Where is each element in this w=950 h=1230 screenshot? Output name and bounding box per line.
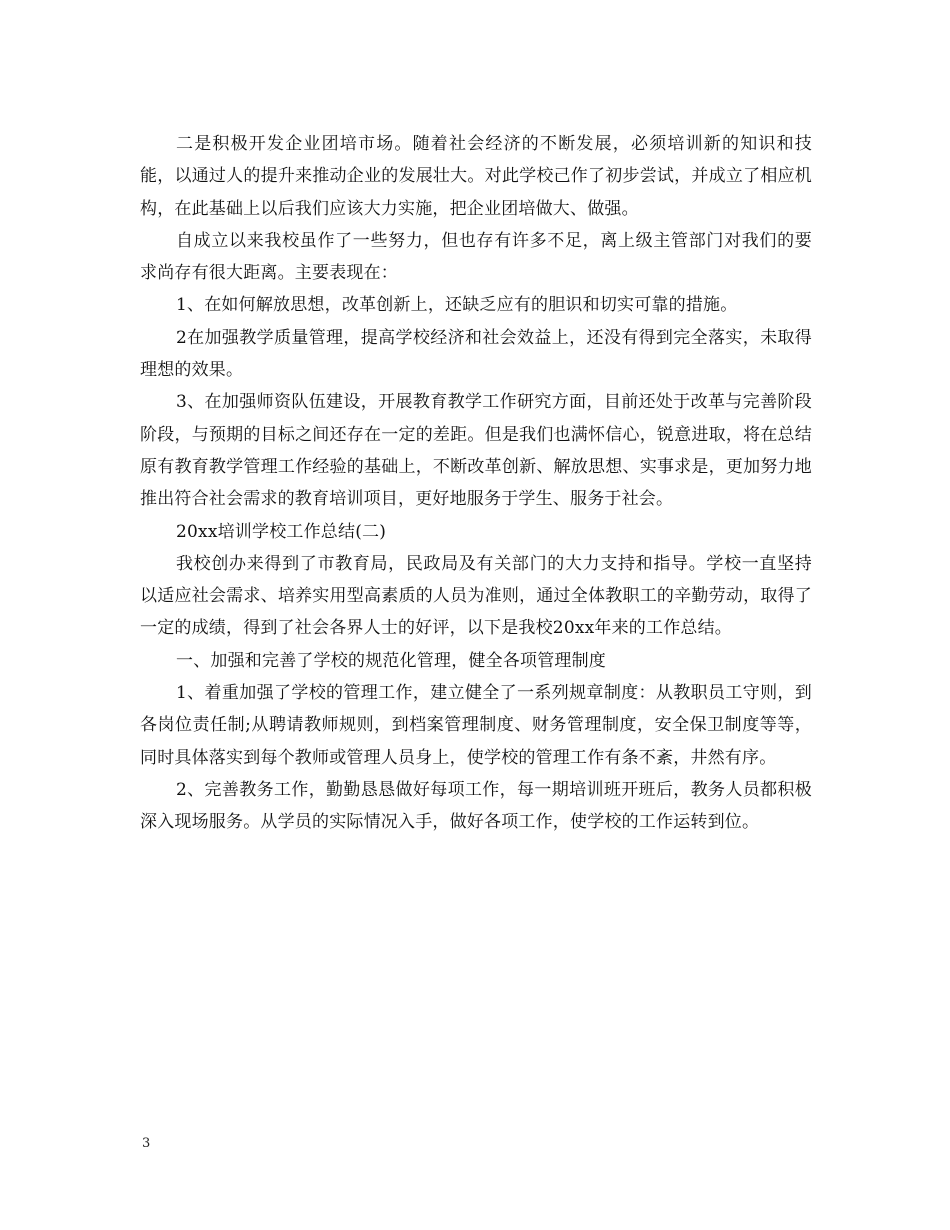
paragraph-management-2: 2、完善教务工作，勤勤恳恳做好每项工作，每一期培训班开班后，教务人员都积极深入现场服务。从学员的实际情况入手，做好各项工作，使学校的工作运转到位。 (140, 779, 812, 833)
section-title-summary-2: 20xx培训学校工作总结(二) (176, 521, 387, 542)
paragraph-enterprise-training: 二是积极开发企业团培市场。随着社会经济的不断发展，必须培训新的知识和技能，以通过人的提升来推动企业的发展壮大。对此学校己作了初步尝试，并成立了相应机构，在此基础上以后我们应该大力实施，把企业团培做大、做强。 (140, 134, 812, 219)
paragraph-shortcomings-intro: 自成立以来我校虽作了一些努力，但也存有许多不足，离上级主管部门对我们的要求尚存有很大距离。主要表现在： (140, 230, 812, 284)
paragraph-shortcoming-1: 1、在如何解放思想，改革创新上，还缺乏应有的胆识和切实可靠的措施。 (176, 295, 738, 316)
page-number: 3 (142, 1136, 151, 1151)
paragraph-shortcoming-2: 2在加强教学质量管理，提高学校经济和社会效益上，还没有得到完全落实，未取得理想的效果。 (140, 327, 812, 381)
document-body (140, 128, 812, 839)
section-heading-management: 一、加强和完善了学校的规范化管理，健全各项管理制度 (176, 650, 606, 671)
paragraph-school-intro: 我校创办来得到了市教育局，民政局及有关部门的大力支持和指导。学校一直坚持以适应社会需求、培养实用型高素质的人员为准则，通过全体教职工的辛勤劳动，取得了一定的成绩，得到了社会各界人士的好评，以下是我校20xx年来的工作总结。 (140, 553, 812, 639)
paragraph-shortcoming-3: 3、在加强师资队伍建设，开展教育教学工作研究方面，目前还处于改革与完善阶段阶段，与预期的目标之间还存在一定的差距。但是我们也满怀信心，锐意进取，将在总结原有教育教学管理工作经验的基础上，不断改革创新、解放思想、实事求是，更加努力地推出符合社会需求的教育培训项目，更好地服务于学生、服务于社会。 (140, 392, 812, 510)
paragraph-management-1: 1、着重加强了学校的管理工作，建立健全了一系列规章制度：从教职员工守则，到各岗位责任制;从聘请教师规则，到档案管理制度、财务管理制度，安全保卫制度等等，同时具体落实到每个教师或管理人员身上，使学校的管理工作有条不紊，井然有序。 (140, 683, 812, 768)
